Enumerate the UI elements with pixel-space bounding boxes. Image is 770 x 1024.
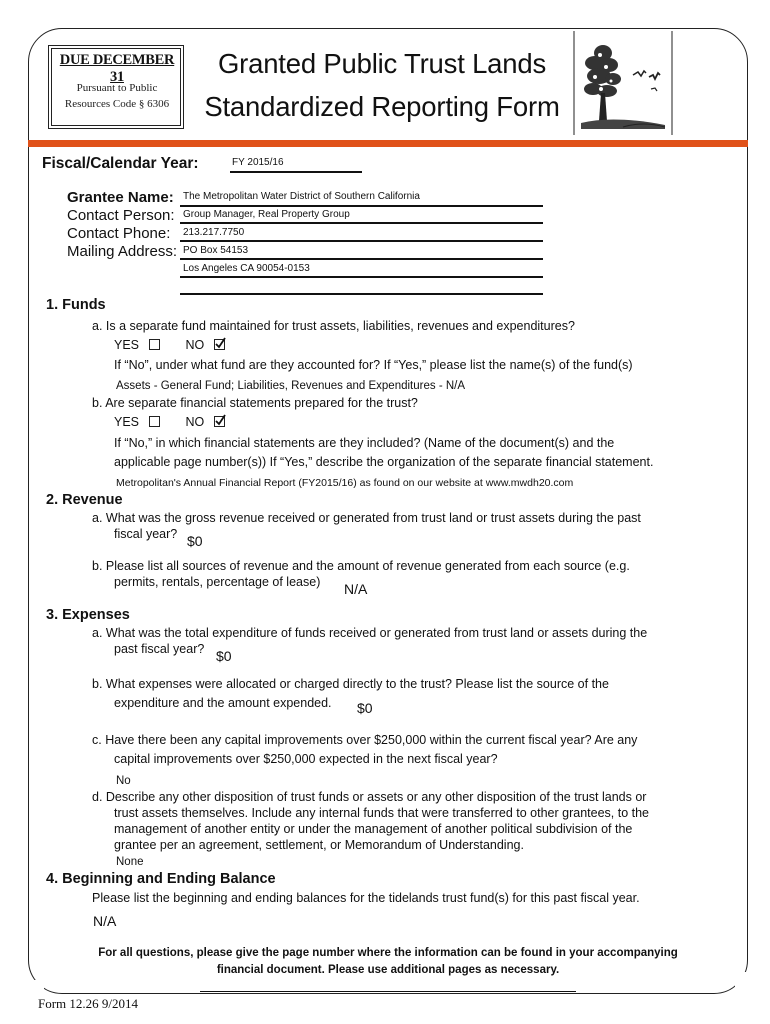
funds-b-answer[interactable]: Metropolitan's Annual Financial Report (FY2015/16) as found on our website at www.mwdh20.com (116, 477, 574, 489)
contact-phone-label: Contact Phone: (67, 225, 171, 242)
balance-answer[interactable]: N/A (93, 913, 117, 929)
revenue-question-a-line1: a. What was the gross revenue received or generated from trust land or trust assets during the past (92, 511, 641, 525)
expenses-question-d-line2: trust assets themselves. Include any internal funds that were transferred to other grantees, to the (114, 806, 650, 820)
form-number: Form 12.26 9/2014 (38, 996, 139, 1011)
revenue-b-answer[interactable]: N/A (344, 581, 368, 597)
section-revenue-heading: 2. Revenue (46, 492, 123, 508)
form-title-line1: Granted Public Trust Lands (217, 48, 547, 79)
frame-gap (735, 972, 765, 1012)
footer-instructions-line2: financial document. Please use additional pages as necessary. (216, 964, 560, 976)
contact-person-label: Contact Person: (67, 207, 175, 224)
expenses-question-b-line2: expenditure and the amount expended. (114, 696, 332, 710)
footer-instructions-line1: For all questions, please give the page number where the information can be found in your accompanying (98, 947, 678, 959)
contact-phone-value[interactable]: 213.217.7750 (183, 227, 245, 238)
contact-person-underline (180, 222, 543, 224)
contact-person-value[interactable]: Group Manager, Real Property Group (183, 209, 350, 220)
funds-question-b: b. Are separate financial statements prepared for the trust? (92, 396, 418, 410)
funds-b-follow-up-line2: applicable page number(s)) If “Yes,” describe the organization of the separate financial statement. (114, 455, 654, 469)
expenses-b-answer[interactable]: $0 (357, 700, 373, 716)
expenses-a-answer[interactable]: $0 (216, 648, 232, 664)
mailing-address-underline1 (180, 258, 543, 260)
fiscal-year-value[interactable]: FY 2015/16 (232, 157, 284, 168)
funds-b-yes-option[interactable] (114, 415, 225, 429)
mailing-address-underline3 (180, 293, 543, 295)
mailing-address-label: Mailing Address: (67, 243, 178, 260)
expenses-d-answer[interactable]: None (116, 856, 144, 868)
expenses-question-a-line2: past fiscal year? (114, 642, 205, 656)
section-funds-heading: 1. Funds (46, 297, 106, 313)
mailing-address-underline2 (180, 276, 543, 278)
form-title-line2: Standardized Reporting Form (204, 91, 560, 122)
funds-a-yes-option[interactable] (114, 338, 225, 352)
no-label: NO (185, 415, 205, 429)
funds-question-a: a. Is a separate fund maintained for trust assets, liabilities, revenues and expenditures? (92, 319, 575, 333)
revenue-a-answer[interactable]: $0 (187, 533, 203, 549)
checkbox-empty-icon[interactable] (149, 416, 160, 427)
fiscal-year-label: Fiscal/Calendar Year: (42, 155, 199, 172)
due-date-statute-line2: Resources Code § 6306 (64, 98, 170, 110)
fiscal-year-underline (230, 171, 362, 173)
section-expenses-heading: 3. Expenses (46, 607, 130, 623)
contact-phone-underline (180, 240, 543, 242)
revenue-question-b-line1: b. Please list all sources of revenue and the amount of revenue generated from each source (e.g. (92, 559, 630, 573)
checkbox-empty-icon[interactable] (149, 339, 160, 350)
signature-line (200, 991, 576, 992)
header-accent-bar (28, 140, 748, 147)
expenses-question-d-line1: d. Describe any other disposition of trust funds or assets or any other disposition of the trust lands or (92, 790, 647, 804)
revenue-question-a-line2: fiscal year? (114, 527, 178, 541)
yes-label: YES (114, 338, 140, 352)
revenue-question-b-line2: permits, rentals, percentage of lease) (114, 575, 321, 589)
due-date-statute-line1: Pursuant to Public (76, 82, 158, 94)
no-label: NO (185, 338, 205, 352)
tree-and-birds-logo-icon (573, 31, 673, 135)
expenses-question-d-line4: grantee per an agreement, settlement, or Memorandum of Understanding. (114, 838, 524, 852)
mailing-address-line2[interactable]: Los Angeles CA 90054-0153 (183, 263, 310, 274)
funds-a-answer[interactable]: Assets - General Fund; Liabilities, Revenues and Expenditures - N/A (116, 380, 466, 392)
checkbox-checked-icon[interactable] (214, 339, 225, 350)
due-date-title: DUE DECEMBER 31 (59, 52, 175, 85)
section-balance-heading: 4. Beginning and Ending Balance (46, 871, 276, 887)
grantee-name-label: Grantee Name: (67, 189, 174, 206)
expenses-question-c-line1: c. Have there been any capital improvements over $250,000 within the current fiscal year? Are any (92, 733, 638, 747)
yes-label: YES (114, 415, 140, 429)
expenses-c-answer[interactable]: No (116, 775, 131, 787)
expenses-question-b-line1: b. What expenses were allocated or charged directly to the trust? Please list the source of the (92, 677, 609, 691)
funds-b-follow-up-line1: If “No,” in which financial statements are they included? (Name of the document(s) and the (114, 436, 615, 450)
grantee-name-underline (180, 205, 543, 207)
expenses-question-c-line2: capital improvements over $250,000 expected in the next fiscal year? (114, 752, 498, 766)
expenses-question-d-line3: management of another entity or under the management of another political subdivision of the (114, 822, 633, 836)
checkbox-checked-icon[interactable] (214, 416, 225, 427)
grantee-name-value[interactable]: The Metropolitan Water District of Southern California (183, 191, 420, 202)
mailing-address-line1[interactable]: PO Box 54153 (183, 245, 249, 256)
expenses-question-a-line1: a. What was the total expenditure of funds received or generated from trust land or assets during the (92, 626, 648, 640)
balance-question: Please list the beginning and ending balances for the tidelands trust fund(s) for this past fiscal year. (92, 891, 640, 905)
funds-a-follow-up: If “No”, under what fund are they accounted for? If “Yes,” please list the name(s) of the fund(s) (114, 358, 633, 372)
